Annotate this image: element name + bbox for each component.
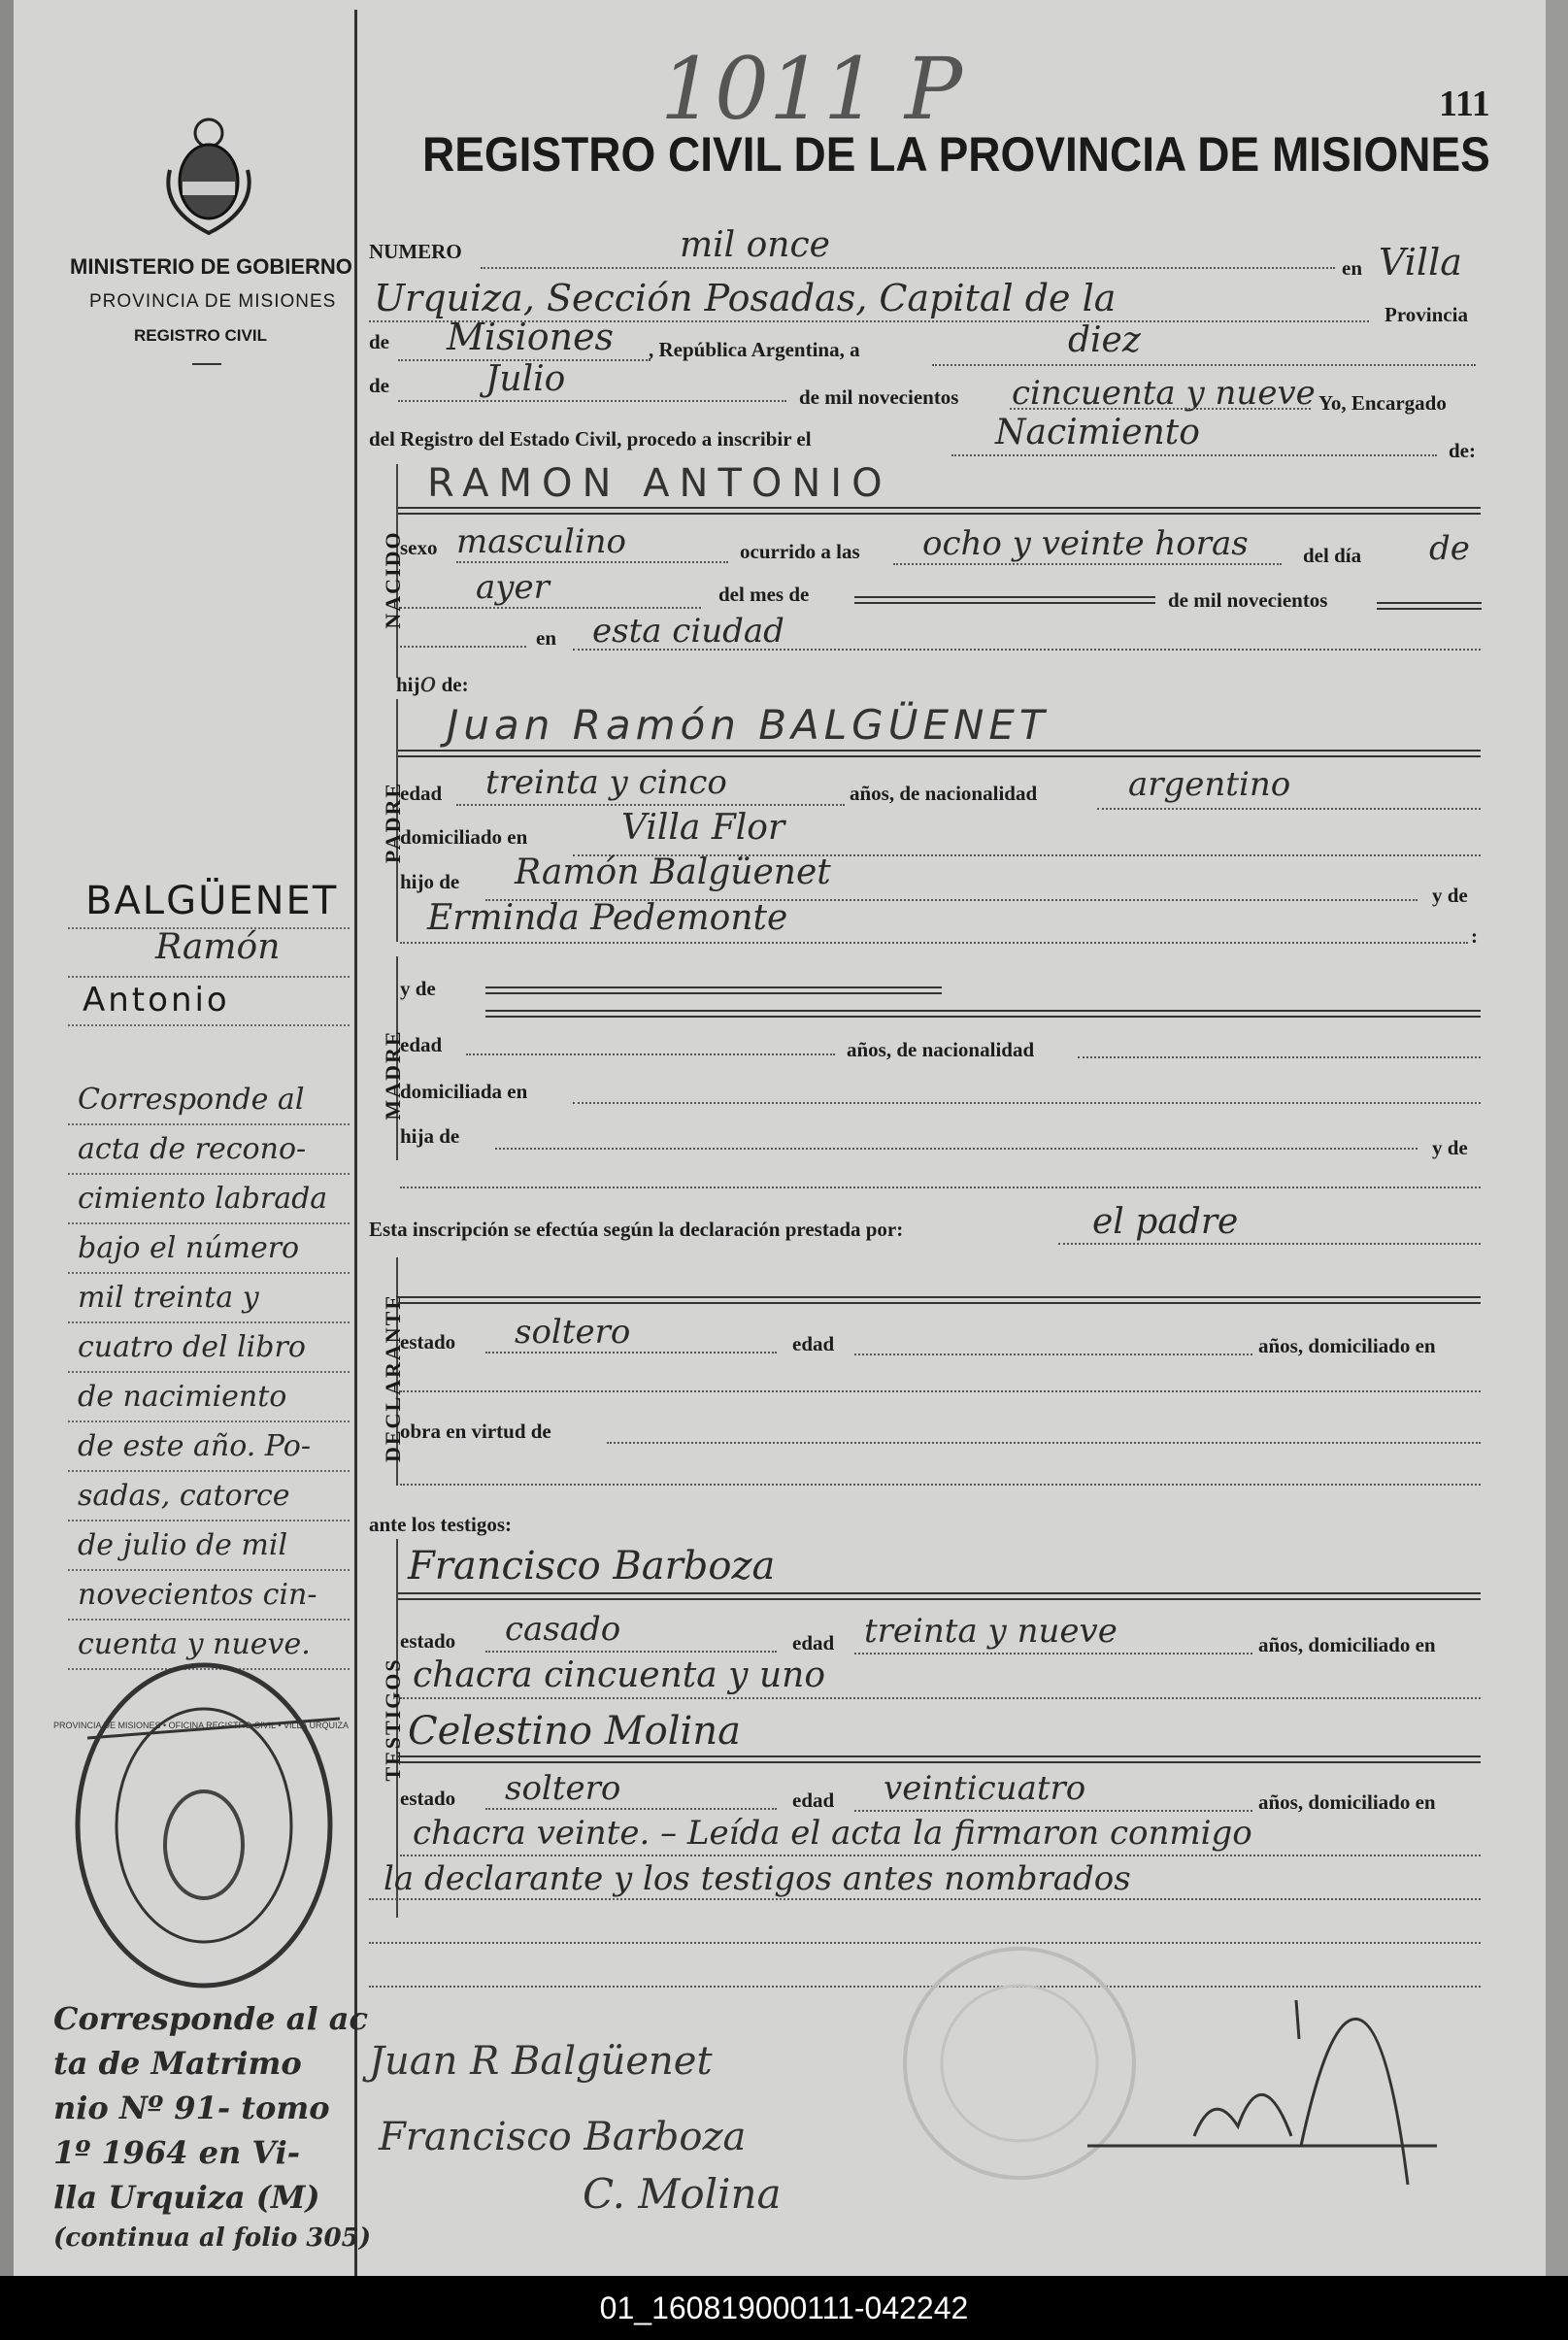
padre-colon: :: [1471, 924, 1478, 948]
sexo-value: masculino: [456, 522, 627, 561]
margin-note-line: Corresponde al: [78, 1083, 305, 1117]
page-shadow-left: [0, 0, 14, 2276]
ministry-line1: MINISTERIO DE GOBIERNO: [70, 254, 352, 279]
padre-nacionalidad: argentino: [1128, 765, 1291, 804]
de-label1: de: [369, 330, 389, 353]
ministry-dash: [192, 363, 221, 365]
testigo2-edad: veinticuatro: [884, 1769, 1086, 1808]
margin-note-marriage-line: 1º 1964 en Vi-: [53, 2134, 301, 2171]
margin-note-marriage-line: Corresponde al ac: [53, 2000, 369, 2037]
hijo-label: hijo de:: [396, 666, 469, 698]
padre-domicilio-value: Villa Flor: [621, 808, 785, 848]
lugar-value: esta ciudad: [592, 612, 784, 651]
registry-seal: [68, 1651, 359, 2000]
margin-note-line: de julio de mil: [78, 1528, 288, 1562]
declarante-label: DECLARANTE: [381, 1292, 405, 1462]
testigos-label: TESTIGOS: [381, 1657, 405, 1782]
hora-value: ocho y veinte horas: [922, 524, 1249, 563]
nacido-label: NACIDO: [381, 530, 405, 629]
margin-second: Antonio: [83, 981, 230, 1020]
registro-label: del Registro del Estado Civil, procedo a inscribir el: [369, 427, 812, 451]
de-colon: de:: [1449, 439, 1476, 462]
page-shadow-right: [1546, 0, 1568, 2276]
margin-note-marriage-line: nio Nº 91- tomo: [53, 2089, 330, 2126]
margin-note-line: sadas, catorce: [78, 1479, 290, 1513]
seal-text: PROVINCIA DE MISIONES • OFICINA REGISTRO CIVIL • VILLA URQUIZA: [53, 1721, 350, 1730]
inscripcion-label: Esta inscripción se efectúa según la declaración prestada por:: [369, 1218, 904, 1241]
madre-y-de-label: y de: [400, 977, 436, 1000]
official-signature: [1068, 2000, 1456, 2194]
margin-note-line: cuenta y nueve.: [78, 1627, 311, 1661]
padre-anios-label: años, de nacionalidad: [850, 782, 1038, 805]
margin-note-marriage-line: (continua al folio 305): [53, 2223, 371, 2253]
yo-label: Yo, Encargado: [1318, 391, 1447, 415]
ministry-line2: PROVINCIA DE MISIONES: [89, 291, 337, 312]
testigos-intro: ante los testigos:: [369, 1513, 512, 1536]
numero-value: mil once: [680, 225, 830, 265]
folio-number: 111: [1439, 84, 1490, 124]
margin-note-line: mil treinta y: [78, 1281, 259, 1315]
declarante-anios-label: años, domiciliado en: [1258, 1334, 1436, 1357]
padre-y-de: y de: [1432, 884, 1468, 907]
madre-label: MADRE: [381, 1029, 405, 1120]
nacido-name: RAMON ANTONIO: [427, 461, 892, 506]
en-label: en: [1342, 256, 1362, 280]
footer-image-id: 01_160819000111-042242: [0, 2276, 1568, 2340]
hijo-suffix: o: [419, 666, 437, 698]
acta-type: Nacimiento: [995, 413, 1200, 452]
testigo1-edad: treinta y nueve: [864, 1612, 1118, 1651]
margin-note-line: de nacimiento: [78, 1380, 287, 1414]
margin-note-line: bajo el número: [78, 1231, 300, 1265]
testigos-closing: la declarante y los testigos antes nombrados: [384, 1859, 1131, 1898]
madre-domiciliada-label: domiciliada en: [400, 1080, 528, 1103]
margin-note-line: novecientos cin-: [78, 1578, 317, 1612]
padre-label: PADRE: [381, 781, 405, 864]
month-value: Julio: [485, 359, 566, 399]
mil-label: de mil novecientos: [1168, 588, 1328, 612]
sexo-label: sexo: [400, 536, 438, 559]
year-value: cincuenta y nueve: [1012, 374, 1316, 413]
padre-padre-de: Ramón Balgüenet: [515, 852, 831, 892]
declarante-edad-label: edad: [792, 1332, 835, 1355]
nacido-en-label: en: [536, 626, 556, 650]
margin-note-marriage-line: lla Urquiza (M): [53, 2179, 320, 2216]
year-label: de mil novecientos: [799, 385, 959, 409]
margin-note-marriage-line: ta de Matrimo: [53, 2045, 302, 2082]
margin-surname: BALGÜENET: [85, 879, 339, 923]
mes-label: del mes de: [718, 583, 810, 606]
padre-domiciliado-label: domiciliado en: [400, 825, 528, 849]
testigo2-edad-label: edad: [792, 1788, 835, 1812]
madre-hija-de-label: hija de: [400, 1124, 460, 1148]
inscripcion-value: el padre: [1092, 1202, 1239, 1242]
ocurrido-label: ocurrido a las: [740, 540, 860, 563]
signature-1: Juan R Balgüenet: [369, 2039, 713, 2084]
coat-of-arms-icon: [155, 112, 262, 238]
signature-2: Francisco Barboza: [379, 2115, 747, 2159]
numero-label: NUMERO: [369, 240, 462, 263]
ministry-line3: REGISTRO CIVIL: [134, 326, 267, 345]
signature-3: C. Molina: [583, 2170, 782, 2218]
day-value: diez: [1068, 320, 1141, 360]
place2: Urquiza, Sección Posadas, Capital de la: [374, 277, 1117, 319]
padre-madre-de: Erminda Pedemonte: [427, 898, 788, 938]
dia-value2: ayer: [476, 568, 550, 607]
margin-note-line: cimiento labrada: [78, 1182, 328, 1216]
padre-name: Juan Ramón BALGÜENET: [447, 701, 1050, 749]
provincia-label: Provincia: [1385, 303, 1468, 326]
testigo1-edad-label: edad: [792, 1631, 835, 1655]
madre-y-de2: y de: [1432, 1136, 1468, 1159]
madre-anios-label: años, de nacionalidad: [847, 1038, 1035, 1061]
margin-note-line: acta de recono-: [78, 1132, 307, 1166]
margin-first: Ramón: [155, 927, 281, 967]
province-value: Misiones: [447, 316, 615, 358]
del-dia-label: del día: [1303, 544, 1362, 567]
testigo1-domicilio: chacra cincuenta y uno: [413, 1655, 825, 1695]
testigo2-estado-label: estado: [400, 1787, 456, 1810]
testigo1-name: Francisco Barboza: [408, 1544, 776, 1588]
declarante-obra-label: obra en virtud de: [400, 1420, 551, 1443]
padre-edad-label: edad: [400, 782, 443, 805]
testigo1-estado: casado: [505, 1610, 621, 1649]
testigo1-estado-label: estado: [400, 1629, 456, 1653]
margin-note-line: de este año. Po-: [78, 1429, 311, 1463]
testigo2-anios-label: años, domiciliado en: [1258, 1790, 1436, 1814]
padre-edad-value: treinta y cinco: [485, 763, 727, 802]
margin-note-line: cuatro del libro: [78, 1330, 306, 1364]
padre-hijo-de-label: hijo de: [400, 870, 460, 893]
declarante-estado-label: estado: [400, 1330, 456, 1354]
place1: Villa: [1379, 241, 1462, 284]
testigo2-domicilio: chacra veinte. – Leída el acta la firmaron conmigo: [413, 1814, 1252, 1853]
record-number-handwritten: 1011 P: [660, 39, 963, 139]
declarante-estado-value: soltero: [515, 1313, 631, 1352]
madre-edad-label: edad: [400, 1033, 443, 1056]
testigo2-name: Celestino Molina: [408, 1709, 741, 1754]
testigo1-anios-label: años, domiciliado en: [1258, 1633, 1436, 1656]
republica-label: , República Argentina, a: [649, 338, 860, 361]
testigo2-estado: soltero: [505, 1769, 621, 1808]
document-title: REGISTRO CIVIL DE LA PROVINCIA DE MISIONES: [422, 127, 1490, 182]
de-label2: de: [369, 374, 389, 397]
dia-value1: de: [1429, 529, 1470, 568]
